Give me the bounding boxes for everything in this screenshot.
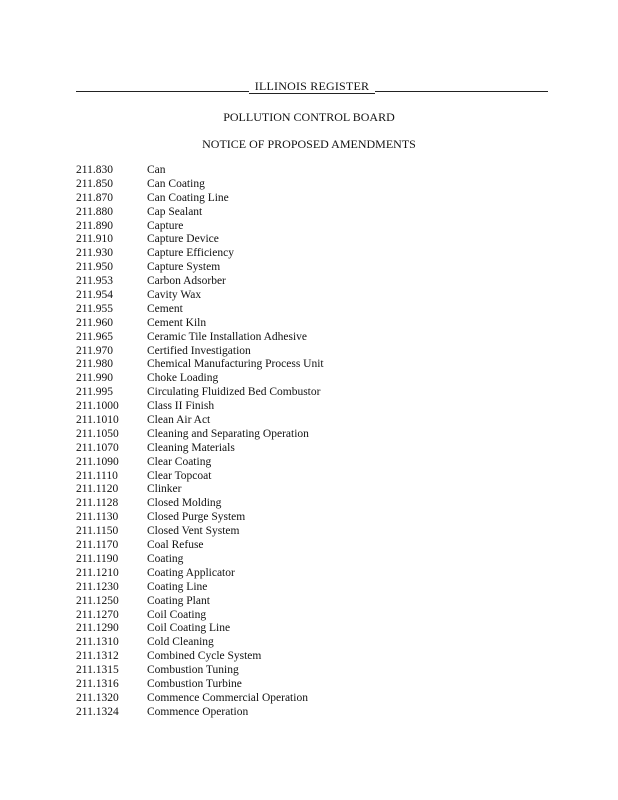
list-item [76, 442, 556, 456]
section-term: Coal Refuse [147, 539, 204, 552]
section-term: Carbon Adsorber [147, 275, 226, 288]
list-item [76, 567, 556, 581]
section-number: 211.1210 [76, 566, 119, 579]
section-number: 211.1128 [76, 497, 119, 510]
section-term: Coating Applicator [147, 566, 235, 579]
section-number: 211.1130 [76, 511, 119, 524]
section-term: Coil Coating Line [147, 622, 231, 635]
section-number: 211.1120 [76, 483, 119, 496]
section-term: Cavity Wax [147, 289, 202, 302]
section-term: Closed Vent System [147, 525, 240, 538]
list-item [76, 553, 556, 567]
section-number: 211.1190 [76, 552, 119, 565]
section-number: 211.953 [76, 275, 113, 288]
register-title [76, 78, 548, 94]
notice-title: NOTICE OF PROPOSED AMENDMENTS [202, 137, 416, 151]
section-term: Coil Coating [147, 608, 207, 621]
section-number: 211.870 [76, 191, 113, 204]
section-term: Coating Plant [147, 594, 210, 607]
section-term: Closed Molding [147, 497, 222, 510]
section-term: Can [147, 164, 166, 176]
section-number: 211.1290 [76, 622, 119, 635]
agency-name: POLLUTION CONTROL BOARD [223, 110, 395, 124]
section-term: Clear Topcoat [147, 469, 212, 482]
section-term: Can Coating Line [147, 191, 229, 204]
section-number: 211.1320 [76, 691, 119, 704]
section-term: Cold Cleaning [147, 636, 214, 649]
section-term: Capture Efficiency [147, 247, 234, 260]
section-number: 211.990 [76, 372, 113, 385]
section-number: 211.995 [76, 386, 113, 399]
section-number: 211.880 [76, 205, 113, 218]
section-number: 211.890 [76, 219, 113, 232]
section-term: Cement [147, 302, 183, 315]
section-list [76, 164, 556, 720]
section-number: 211.830 [76, 164, 113, 176]
list-item [76, 206, 556, 220]
list-item [76, 456, 556, 470]
section-term: Combined Cycle System [147, 650, 262, 663]
section-term: Coating Line [147, 580, 208, 593]
list-item [76, 289, 556, 303]
list-item [76, 511, 556, 525]
section-number: 211.1310 [76, 636, 119, 649]
section-number: 211.1110 [76, 469, 118, 482]
section-term: Closed Purge System [147, 511, 246, 524]
section-number: 211.1230 [76, 580, 119, 593]
section-number: 211.1050 [76, 427, 119, 440]
register-header [76, 78, 548, 96]
section-number: 211.1070 [76, 441, 119, 454]
section-term: Clear Coating [147, 455, 212, 468]
section-number: 211.930 [76, 247, 113, 260]
section-term: Clinker [147, 483, 182, 496]
list-item [76, 317, 556, 331]
section-number: 211.1010 [76, 414, 119, 427]
section-term: Cleaning and Separating Operation [147, 427, 309, 440]
section-number: 211.1312 [76, 650, 119, 663]
list-item [76, 483, 556, 497]
list-item [76, 275, 556, 289]
section-term: Chemical Manufacturing Process Unit [147, 358, 324, 371]
section-number: 211.1270 [76, 608, 119, 621]
section-number: 211.950 [76, 261, 113, 274]
section-number: 211.1316 [76, 677, 119, 690]
section-number: 211.970 [76, 344, 113, 357]
section-term: Can Coating [147, 177, 205, 190]
list-item [76, 358, 556, 372]
section-number: 211.910 [76, 233, 113, 246]
section-number: 211.1150 [76, 525, 119, 538]
list-item [76, 164, 556, 178]
section-number: 211.980 [76, 358, 113, 371]
section-term: Certified Investigation [147, 344, 251, 357]
section-term: Circulating Fluidized Bed Combustor [147, 386, 321, 399]
list-item [76, 497, 556, 511]
list-item [76, 233, 556, 247]
section-term: Capture System [147, 261, 221, 274]
list-item [76, 650, 556, 664]
list-item [76, 303, 556, 317]
section-term: Cement Kiln [147, 316, 207, 329]
list-item [76, 372, 556, 386]
list-item [76, 706, 556, 720]
list-item [76, 192, 556, 206]
section-number: 211.960 [76, 316, 113, 329]
section-term: Capture Device [147, 233, 219, 246]
list-item [76, 220, 556, 234]
list-item [76, 678, 556, 692]
section-term: Capture [147, 219, 184, 232]
list-item [76, 247, 556, 261]
list-item [76, 581, 556, 595]
section-term: Cap Sealant [147, 205, 203, 218]
section-number: 211.954 [76, 289, 113, 302]
list-item [76, 692, 556, 706]
section-term: Combustion Tuning [147, 664, 239, 677]
list-item [76, 539, 556, 553]
list-item [76, 636, 556, 650]
list-item [76, 414, 556, 428]
list-item [76, 386, 556, 400]
section-term: Commence Commercial Operation [147, 691, 308, 704]
section-number: 211.1324 [76, 705, 119, 718]
list-item [76, 525, 556, 539]
section-term: Choke Loading [147, 372, 219, 385]
section-number: 211.1170 [76, 539, 119, 552]
section-term: Cleaning Materials [147, 441, 235, 454]
list-item [76, 664, 556, 678]
section-number: 211.1250 [76, 594, 119, 607]
list-item [76, 331, 556, 345]
section-term: Coating [147, 552, 184, 565]
section-term: Class II Finish [147, 400, 215, 413]
section-term: Ceramic Tile Installation Adhesive [147, 330, 308, 343]
list-item [76, 345, 556, 359]
register-title-text: ILLINOIS REGISTER [249, 79, 375, 94]
section-term: Clean Air Act [147, 414, 211, 427]
section-number: 211.1315 [76, 664, 119, 677]
list-item [76, 622, 556, 636]
section-term: Combustion Turbine [147, 677, 242, 690]
section-number: 211.955 [76, 302, 113, 315]
section-number: 211.1090 [76, 455, 119, 468]
list-item [76, 261, 556, 275]
list-item [76, 178, 556, 192]
list-item [76, 428, 556, 442]
section-number: 211.1000 [76, 400, 119, 413]
section-number: 211.850 [76, 177, 113, 190]
list-item [76, 595, 556, 609]
list-item [76, 609, 556, 623]
section-term: Commence Operation [147, 705, 249, 718]
list-item [76, 400, 556, 414]
section-number: 211.965 [76, 330, 113, 343]
list-item [76, 470, 556, 484]
